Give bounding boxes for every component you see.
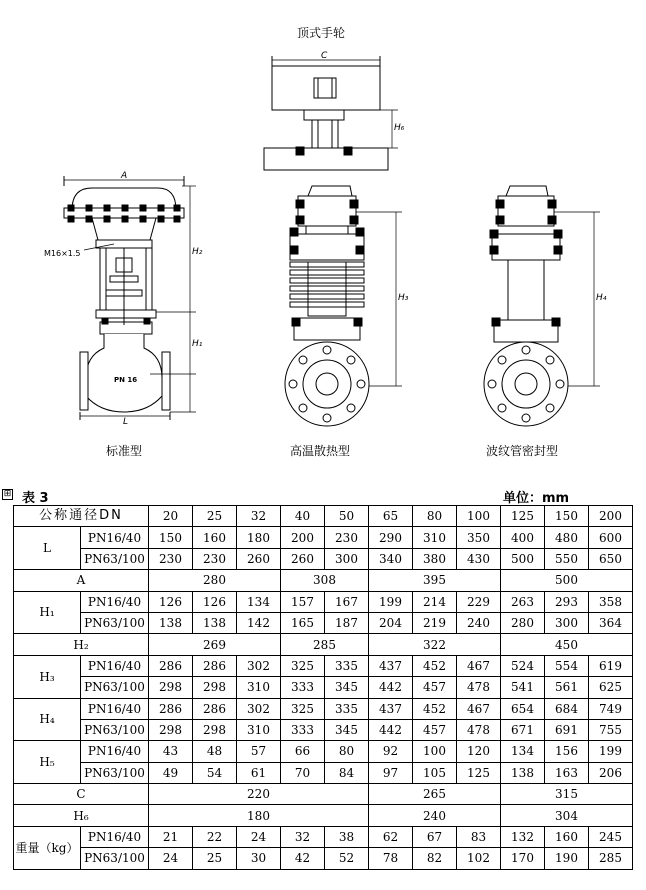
table-cell: 310 [413, 527, 457, 548]
table-cell: 43 [149, 741, 193, 762]
table-cell: 310 [237, 677, 281, 698]
dimension-table [13, 505, 633, 870]
table-row [14, 527, 633, 548]
table-cell: 220 [149, 784, 369, 805]
table-cell: 467 [457, 655, 501, 676]
table-cell: 82 [413, 848, 457, 869]
table-cell: 180 [149, 805, 369, 826]
table-cell: 452 [413, 698, 457, 719]
table-cell: 298 [193, 677, 237, 698]
table-cell: 200 [281, 527, 325, 548]
table-cell: 480 [545, 527, 589, 548]
table-cell: 524 [501, 655, 545, 676]
table-cell: 325 [281, 655, 325, 676]
table-row [14, 677, 633, 698]
dim-h3: H₃ [398, 293, 409, 303]
table-cell: 229 [457, 591, 501, 612]
table-cell: 302 [237, 698, 281, 719]
table-cell: 478 [457, 719, 501, 740]
table-cell: 78 [369, 848, 413, 869]
table-cell: 333 [281, 677, 325, 698]
table-cell: 126 [193, 591, 237, 612]
table-cell: 467 [457, 698, 501, 719]
table-cell: 364 [589, 612, 633, 633]
table-cell: 160 [193, 527, 237, 548]
table-cell: 671 [501, 719, 545, 740]
table-cell: 80 [325, 741, 369, 762]
dim-h1: H₁ [192, 339, 203, 349]
table-cell: 199 [369, 591, 413, 612]
table-row [14, 826, 633, 847]
table-cell: 214 [413, 591, 457, 612]
table-title: 表 3 [22, 491, 49, 506]
dim-thread: M16×1.5 [44, 249, 81, 258]
table-cell: 240 [369, 805, 501, 826]
table-cell: 263 [501, 591, 545, 612]
table-cell: 550 [545, 548, 589, 569]
table-cell: 134 [237, 591, 281, 612]
table-cell: 684 [545, 698, 589, 719]
table-cell: 500 [501, 570, 633, 591]
row-sublabel: PN63/100 [81, 848, 149, 869]
table-cell: 340 [369, 548, 413, 569]
table-row [14, 655, 633, 676]
high-temp-valve-drawing [285, 186, 402, 426]
table-cell: 304 [501, 805, 633, 826]
table-cell: 160 [545, 826, 589, 847]
table-cell: 437 [369, 655, 413, 676]
table-cell: 120 [457, 741, 501, 762]
table-cell: 132 [501, 826, 545, 847]
row-label: C [14, 784, 149, 805]
header-dn-value: 150 [545, 506, 589, 527]
table-cell: 286 [193, 698, 237, 719]
table-cell: 219 [413, 612, 457, 633]
caption-top-handwheel: 顶式手轮 [297, 26, 346, 40]
table-cell: 478 [457, 677, 501, 698]
bellows-valve-drawing [484, 186, 600, 426]
table-cell: 285 [281, 634, 369, 655]
table-cell: 452 [413, 655, 457, 676]
table-cell: 30 [237, 848, 281, 869]
table-cell: 92 [369, 741, 413, 762]
table-cell: 165 [281, 612, 325, 633]
table-cell: 335 [325, 655, 369, 676]
row-sublabel: PN16/40 [81, 591, 149, 612]
table-cell: 70 [281, 762, 325, 783]
row-label: H₂ [14, 634, 149, 655]
table-cell: 42 [281, 848, 325, 869]
table-cell: 230 [325, 527, 369, 548]
table-row [14, 591, 633, 612]
table-cell: 749 [589, 698, 633, 719]
table-cell: 286 [149, 655, 193, 676]
table-cell: 245 [589, 826, 633, 847]
table-cell: 32 [281, 826, 325, 847]
table-cell: 206 [589, 762, 633, 783]
table-cell: 298 [193, 719, 237, 740]
dim-c: C [321, 51, 328, 61]
header-dn-value: 32 [237, 506, 281, 527]
table-cell: 105 [413, 762, 457, 783]
table-cell: 350 [457, 527, 501, 548]
table-cell: 290 [369, 527, 413, 548]
table-cell: 125 [457, 762, 501, 783]
dim-a: A [121, 171, 128, 181]
dim-h6: H₆ [394, 123, 405, 133]
header-dn-label: 公称通径DN [14, 506, 149, 527]
table-cell: 298 [149, 677, 193, 698]
caption-standard: 标准型 [106, 444, 143, 458]
table-cell: 310 [237, 719, 281, 740]
table-cell: 302 [237, 655, 281, 676]
table-cell: 48 [193, 741, 237, 762]
table-cell: 345 [325, 719, 369, 740]
dim-h2: H₂ [192, 247, 203, 257]
table-cell: 437 [369, 698, 413, 719]
table-cell: 84 [325, 762, 369, 783]
table-row [14, 762, 633, 783]
row-sublabel: PN63/100 [81, 762, 149, 783]
table-cell: 134 [501, 741, 545, 762]
table-cell: 61 [237, 762, 281, 783]
table-cell: 204 [369, 612, 413, 633]
row-label: 重量（kg） [14, 826, 81, 869]
row-label: H₃ [14, 655, 81, 698]
table-cell: 625 [589, 677, 633, 698]
row-label: L [14, 527, 81, 570]
table-row [14, 548, 633, 569]
table-cell: 442 [369, 677, 413, 698]
table-cell: 57 [237, 741, 281, 762]
dim-l: L [123, 417, 129, 427]
table-row [14, 741, 633, 762]
table-cell: 286 [193, 655, 237, 676]
table-row [14, 506, 633, 527]
table-cell: 561 [545, 677, 589, 698]
table-cell: 260 [237, 548, 281, 569]
row-sublabel: PN16/40 [81, 698, 149, 719]
row-sublabel: PN63/100 [81, 612, 149, 633]
table-cell: 500 [501, 548, 545, 569]
table-cell: 265 [369, 784, 501, 805]
table-cell: 49 [149, 762, 193, 783]
table-cell: 138 [193, 612, 237, 633]
row-sublabel: PN16/40 [81, 527, 149, 548]
table-cell: 358 [589, 591, 633, 612]
table-cell: 156 [545, 741, 589, 762]
table-cell: 298 [149, 719, 193, 740]
table-row [14, 698, 633, 719]
table-cell: 442 [369, 719, 413, 740]
table-row [14, 612, 633, 633]
table-cell: 230 [149, 548, 193, 569]
header-dn-value: 80 [413, 506, 457, 527]
table-row [14, 848, 633, 869]
handwheel-drawing [264, 56, 398, 170]
table-cell: 24 [237, 826, 281, 847]
row-sublabel: PN16/40 [81, 741, 149, 762]
table-cell: 380 [413, 548, 457, 569]
table-row [14, 784, 633, 805]
table-cell: 333 [281, 719, 325, 740]
expand-icon[interactable]: ⊞ [3, 489, 12, 499]
table-cell: 150 [149, 527, 193, 548]
table-cell: 138 [149, 612, 193, 633]
table-cell: 21 [149, 826, 193, 847]
table-cell: 619 [589, 655, 633, 676]
table-cell: 280 [149, 570, 281, 591]
table-cell: 541 [501, 677, 545, 698]
table-cell: 25 [193, 848, 237, 869]
row-sublabel: PN63/100 [81, 548, 149, 569]
caption-high-temp: 高温散热型 [290, 444, 351, 458]
table-cell: 293 [545, 591, 589, 612]
table-cell: 170 [501, 848, 545, 869]
table-cell: 600 [589, 527, 633, 548]
row-label: H₄ [14, 698, 81, 741]
row-sublabel: PN63/100 [81, 719, 149, 740]
table-row [14, 634, 633, 655]
table-cell: 285 [589, 848, 633, 869]
table-cell: 308 [281, 570, 369, 591]
table-cell: 62 [369, 826, 413, 847]
table-cell: 457 [413, 719, 457, 740]
table-cell: 190 [545, 848, 589, 869]
table-header [0, 486, 646, 504]
table-cell: 100 [413, 741, 457, 762]
row-sublabel: PN16/40 [81, 655, 149, 676]
dim-h4: H₄ [596, 293, 607, 303]
header-dn-value: 50 [325, 506, 369, 527]
table-cell: 325 [281, 698, 325, 719]
table-cell: 163 [545, 762, 589, 783]
table-cell: 38 [325, 826, 369, 847]
table-cell: 322 [369, 634, 501, 655]
header-dn-value: 65 [369, 506, 413, 527]
table-cell: 52 [325, 848, 369, 869]
table-cell: 24 [149, 848, 193, 869]
cooling-fins [290, 262, 364, 307]
table-cell: 102 [457, 848, 501, 869]
header-dn-value: 40 [281, 506, 325, 527]
table-cell: 54 [193, 762, 237, 783]
table-cell: 180 [237, 527, 281, 548]
table-cell: 300 [545, 612, 589, 633]
table-cell: 142 [237, 612, 281, 633]
row-label: H₁ [14, 591, 81, 634]
table-cell: 345 [325, 677, 369, 698]
table-cell: 335 [325, 698, 369, 719]
nameplate-text: PN 16 [114, 376, 138, 384]
header-dn-value: 25 [193, 506, 237, 527]
table-cell: 97 [369, 762, 413, 783]
row-sublabel: PN16/40 [81, 826, 149, 847]
table-cell: 199 [589, 741, 633, 762]
row-label: H₅ [14, 741, 81, 784]
table-cell: 554 [545, 655, 589, 676]
table-cell: 187 [325, 612, 369, 633]
table-cell: 650 [589, 548, 633, 569]
table-cell: 457 [413, 677, 457, 698]
table-cell: 66 [281, 741, 325, 762]
table-cell: 430 [457, 548, 501, 569]
table-cell: 240 [457, 612, 501, 633]
table-cell: 230 [193, 548, 237, 569]
table-cell: 450 [501, 634, 633, 655]
caption-bellows: 波纹管密封型 [486, 444, 559, 458]
row-sublabel: PN63/100 [81, 677, 149, 698]
table-cell: 691 [545, 719, 589, 740]
table-cell: 138 [501, 762, 545, 783]
table-row [14, 570, 633, 591]
table-row [14, 719, 633, 740]
table-cell: 300 [325, 548, 369, 569]
table-cell: 286 [149, 698, 193, 719]
row-label: A [14, 570, 149, 591]
table-row [14, 805, 633, 826]
table-cell: 400 [501, 527, 545, 548]
row-label: H₆ [14, 805, 149, 826]
table-cell: 157 [281, 591, 325, 612]
table-cell: 280 [501, 612, 545, 633]
table-cell: 755 [589, 719, 633, 740]
table-cell: 269 [149, 634, 281, 655]
table-cell: 315 [501, 784, 633, 805]
table-unit: 单位：mm [503, 491, 570, 506]
header-dn-value: 125 [501, 506, 545, 527]
table-cell: 395 [369, 570, 501, 591]
table-cell: 83 [457, 826, 501, 847]
header-dn-value: 20 [149, 506, 193, 527]
header-dn-value: 200 [589, 506, 633, 527]
table-cell: 260 [281, 548, 325, 569]
table-cell: 67 [413, 826, 457, 847]
header-dn-value: 100 [457, 506, 501, 527]
table-cell: 126 [149, 591, 193, 612]
table-cell: 22 [193, 826, 237, 847]
table-cell: 167 [325, 591, 369, 612]
table-cell: 654 [501, 698, 545, 719]
